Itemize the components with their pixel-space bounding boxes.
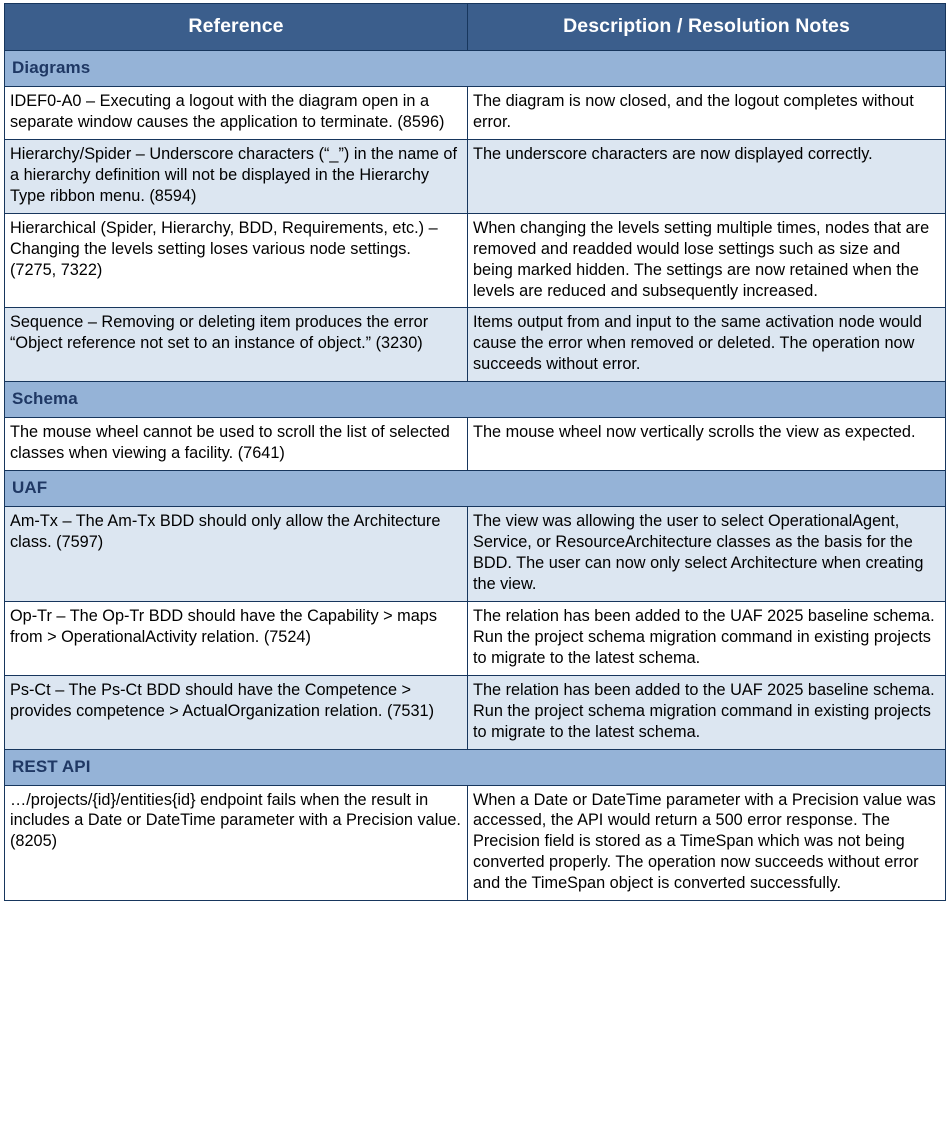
cell-description: When a Date or DateTime parameter with a Precision value was accessed, the API would return a 500 error response. The Precision field is stored as a TimeSpan which was not being converted properly. The operation now succeeds without error and the TimeSpan object is converted successfully. xyxy=(468,785,946,901)
section-header-row xyxy=(5,382,946,418)
header-row xyxy=(5,4,946,51)
section-title: Schema xyxy=(5,382,946,418)
section-title: REST API xyxy=(5,749,946,785)
section-header-row xyxy=(5,51,946,87)
cell-description: The diagram is now closed, and the logout completes without error. xyxy=(468,87,946,140)
cell-reference: Hierarchical (Spider, Hierarchy, BDD, Requirements, etc.) – Changing the levels setting loses various node settings. (7275, 7322) xyxy=(5,213,468,308)
cell-description: The relation has been added to the UAF 2025 baseline schema. Run the project schema migration command in existing projects to migrate to the latest schema. xyxy=(468,601,946,675)
table-row xyxy=(5,418,946,471)
table-body xyxy=(5,51,946,901)
cell-description: When changing the levels setting multiple times, nodes that are removed and readded would lose settings such as size and being marked hidden. The settings are now retained when the levels are reduced and subsequently increased. xyxy=(468,213,946,308)
section-header-row xyxy=(5,749,946,785)
section-title: UAF xyxy=(5,471,946,507)
table-row xyxy=(5,675,946,749)
section-title: Diagrams xyxy=(5,51,946,87)
cell-description: The view was allowing the user to select OperationalAgent, Service, or ResourceArchitecture classes as the basis for the BDD. The user can now only select Architecture when creating the view. xyxy=(468,507,946,602)
column-header-description: Description / Resolution Notes xyxy=(468,4,946,51)
column-header-reference: Reference xyxy=(5,4,468,51)
table-row xyxy=(5,308,946,382)
cell-description: The relation has been added to the UAF 2025 baseline schema. Run the project schema migration command in existing projects to migrate to the latest schema. xyxy=(468,675,946,749)
table-row xyxy=(5,601,946,675)
table-row xyxy=(5,785,946,901)
cell-reference: Am-Tx – The Am-Tx BDD should only allow the Architecture class. (7597) xyxy=(5,507,468,602)
cell-reference: …/projects/{id}/entities{id} endpoint fails when the result in includes a Date or DateTime parameter with a Precision value. (8205) xyxy=(5,785,468,901)
cell-reference: IDEF0-A0 – Executing a logout with the diagram open in a separate window causes the application to terminate. (8596) xyxy=(5,87,468,140)
section-header-row xyxy=(5,471,946,507)
cell-reference: Op-Tr – The Op-Tr BDD should have the Capability > maps from > OperationalActivity relation. (7524) xyxy=(5,601,468,675)
cell-reference: Hierarchy/Spider – Underscore characters (“_”) in the name of a hierarchy definition will not be displayed in the Hierarchy Type ribbon menu. (8594) xyxy=(5,139,468,213)
table-row xyxy=(5,87,946,140)
cell-description: The underscore characters are now displayed correctly. xyxy=(468,139,946,213)
cell-reference: The mouse wheel cannot be used to scroll the list of selected classes when viewing a facility. (7641) xyxy=(5,418,468,471)
table-row xyxy=(5,139,946,213)
release-notes-table xyxy=(4,3,946,901)
cell-description: The mouse wheel now vertically scrolls the view as expected. xyxy=(468,418,946,471)
cell-reference: Ps-Ct – The Ps-Ct BDD should have the Competence > provides competence > ActualOrganization relation. (7531) xyxy=(5,675,468,749)
table-row xyxy=(5,213,946,308)
table-header xyxy=(5,4,946,51)
cell-reference: Sequence – Removing or deleting item produces the error “Object reference not set to an instance of object.” (3230) xyxy=(5,308,468,382)
cell-description: Items output from and input to the same activation node would cause the error when removed or deleted. The operation now succeeds without error. xyxy=(468,308,946,382)
table-row xyxy=(5,507,946,602)
